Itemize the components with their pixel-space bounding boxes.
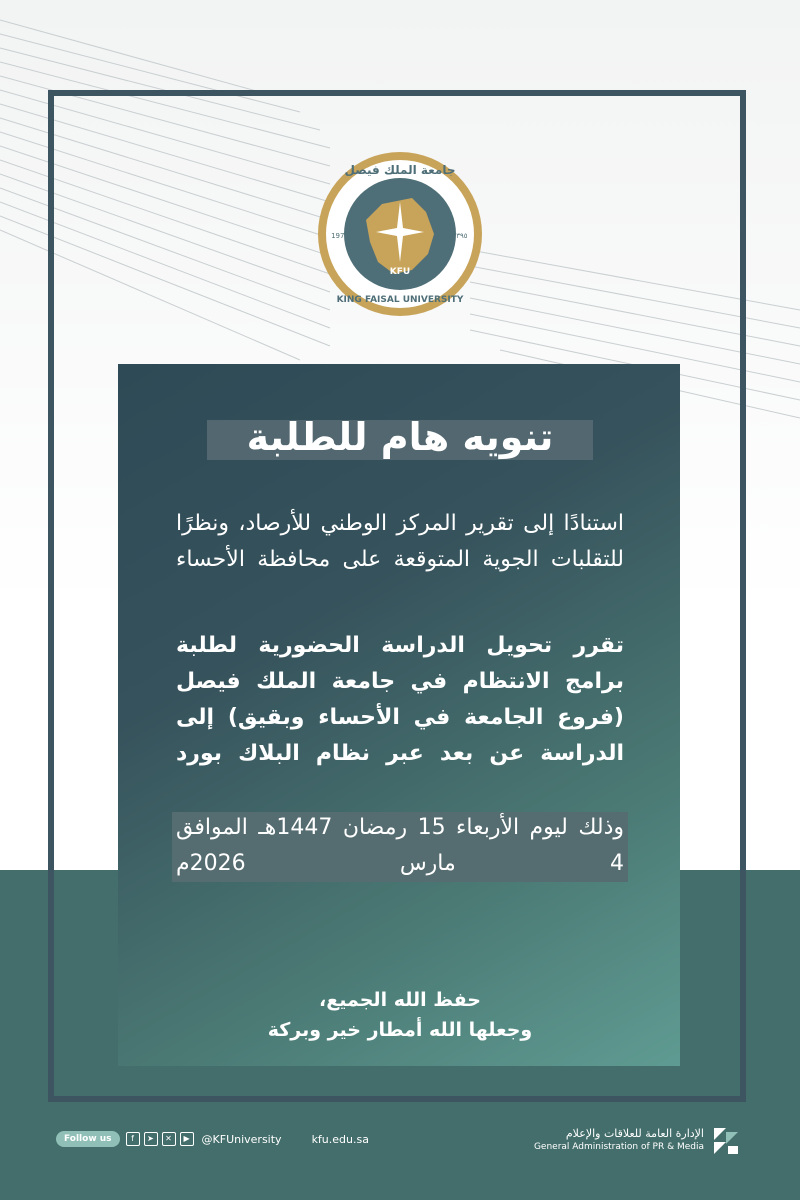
website-link[interactable]: kfu.edu.sa (311, 1132, 369, 1146)
logo-name-en: KING FAISAL UNIVERSITY (336, 295, 464, 305)
footer-department (534, 1122, 740, 1158)
logo-year-greg: 1975 (331, 232, 349, 240)
follow-us-badge: Follow us (56, 1131, 120, 1147)
youtube-icon[interactable]: ▶ (180, 1132, 194, 1146)
closing-line-2: وجعلها الله أمطار خير وبركة (267, 1019, 533, 1041)
department-logo-icon (712, 1126, 740, 1154)
closing-text (176, 985, 624, 1045)
facebook-icon[interactable]: f (126, 1132, 140, 1146)
paragraph-context: استنادًا إلى تقرير المركز الوطني للأرصاد، ونظرًا للتقلبات الجوية المتوقعة على محافظة الأحساء (176, 511, 624, 572)
closing-line-1: حفظ الله الجميع، (319, 989, 481, 1011)
telegram-icon[interactable]: ➤ (144, 1132, 158, 1146)
logo-abbr: KFU (389, 267, 411, 277)
social-handle[interactable]: @KFUniversity (201, 1132, 282, 1146)
footer-social (56, 1128, 369, 1150)
kfu-logo (316, 150, 484, 318)
logo-name-ar: جامعة الملك فيصل (344, 163, 456, 177)
x-icon[interactable]: ✕ (162, 1132, 176, 1146)
paragraph-date: وذلك ليوم الأربعاء 15 رمضان 1447هـ الموافق 4 مارس 2026م (176, 815, 624, 876)
paragraph-decision: تقرر تحويل الدراسة الحضورية لطلبة برامج الانتظام في جامعة الملك فيصل (فروع الجامعة في الأحساء وبقيق) إلى الدراسة عن بعد عبر نظام البلاك بورد (176, 633, 624, 766)
logo-year-hijri: ١٣٩٥ (452, 232, 468, 240)
department-name-ar: الإدارة العامة للعلاقات والإعلام (565, 1127, 704, 1140)
announcement-title: تنويه هام للطلبة (246, 415, 554, 459)
department-name-en: General Administration of PR & Media (533, 1142, 704, 1152)
